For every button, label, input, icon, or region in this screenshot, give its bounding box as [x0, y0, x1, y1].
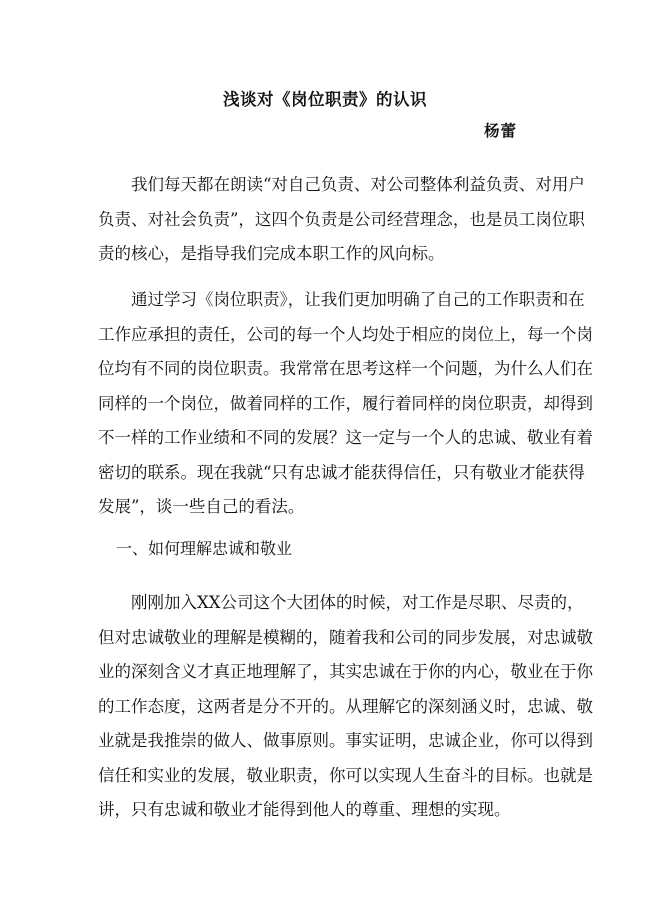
text-line: 刚刚加入XX公司这个大团体的时候，对工作是尽职、尽责的，: [98, 593, 584, 612]
paragraph-1: [98, 168, 585, 272]
paragraph-2: [98, 283, 593, 525]
text-line: 讲，只有忠诚和敬业才能得到他人的尊重、理想的实现。: [98, 800, 511, 819]
text-line: 责的核心，是指导我们完成本职工作的风向标。: [98, 244, 445, 263]
text-line: 密切的联系。现在我就“只有忠诚才能获得信任，只有敬业才能获得: [98, 462, 585, 482]
text-line: 位均有不同的岗位职责。我常常在思考这样一个问题，为什么人们在: [98, 359, 593, 378]
text-line: 的工作态度，这两者是分不开的。从理解它的深刻涵义时，忠诚、敬: [98, 696, 593, 716]
text-line: 负责、对社会负责”，这四个负责是公司经营理念，也是员工岗位职: [98, 209, 585, 229]
text-line: 同样的一个岗位，做着同样的工作，履行着同样的岗位职责，却得到: [98, 393, 593, 413]
text-line: 我们每天都在朗读“对自己负责、对公司整体利益负责、对用户: [98, 175, 585, 194]
text-line: 不一样的工作业绩和不同的发展？这一定与一个人的忠诚、敬业有着: [98, 428, 593, 447]
text-line: 通过学习《岗位职责》，让我们更加明确了自己的工作职责和在: [98, 290, 585, 309]
section-heading: 一、如何理解忠诚和敬业: [116, 539, 293, 558]
document-title: 浅谈对《岗位职责》的认识: [223, 90, 427, 109]
text-line: 但对忠诚敬业的理解是模糊的，随着我和公司的同步发展，对忠诚敬: [98, 627, 593, 647]
text-line: 业就是我推崇的做人、做事原则。事实证明，忠诚企业，你可以得到: [98, 731, 593, 750]
text-line: 发展”，谈一些自己的看法。: [98, 497, 305, 516]
author-name: 杨蕾: [484, 122, 518, 140]
text-line: 业的深刻含义才真正地理解了，其实忠诚在于你的内心，敬业在于你: [98, 662, 593, 681]
paragraph-3: [98, 586, 593, 828]
text-line: 信任和实业的发展，敬业职责，你可以实现人生奋斗的目标。也就是: [98, 765, 593, 785]
text-line: 工作应承担的责任，公司的每一个人均处于相应的岗位上，每一个岗: [98, 324, 593, 344]
